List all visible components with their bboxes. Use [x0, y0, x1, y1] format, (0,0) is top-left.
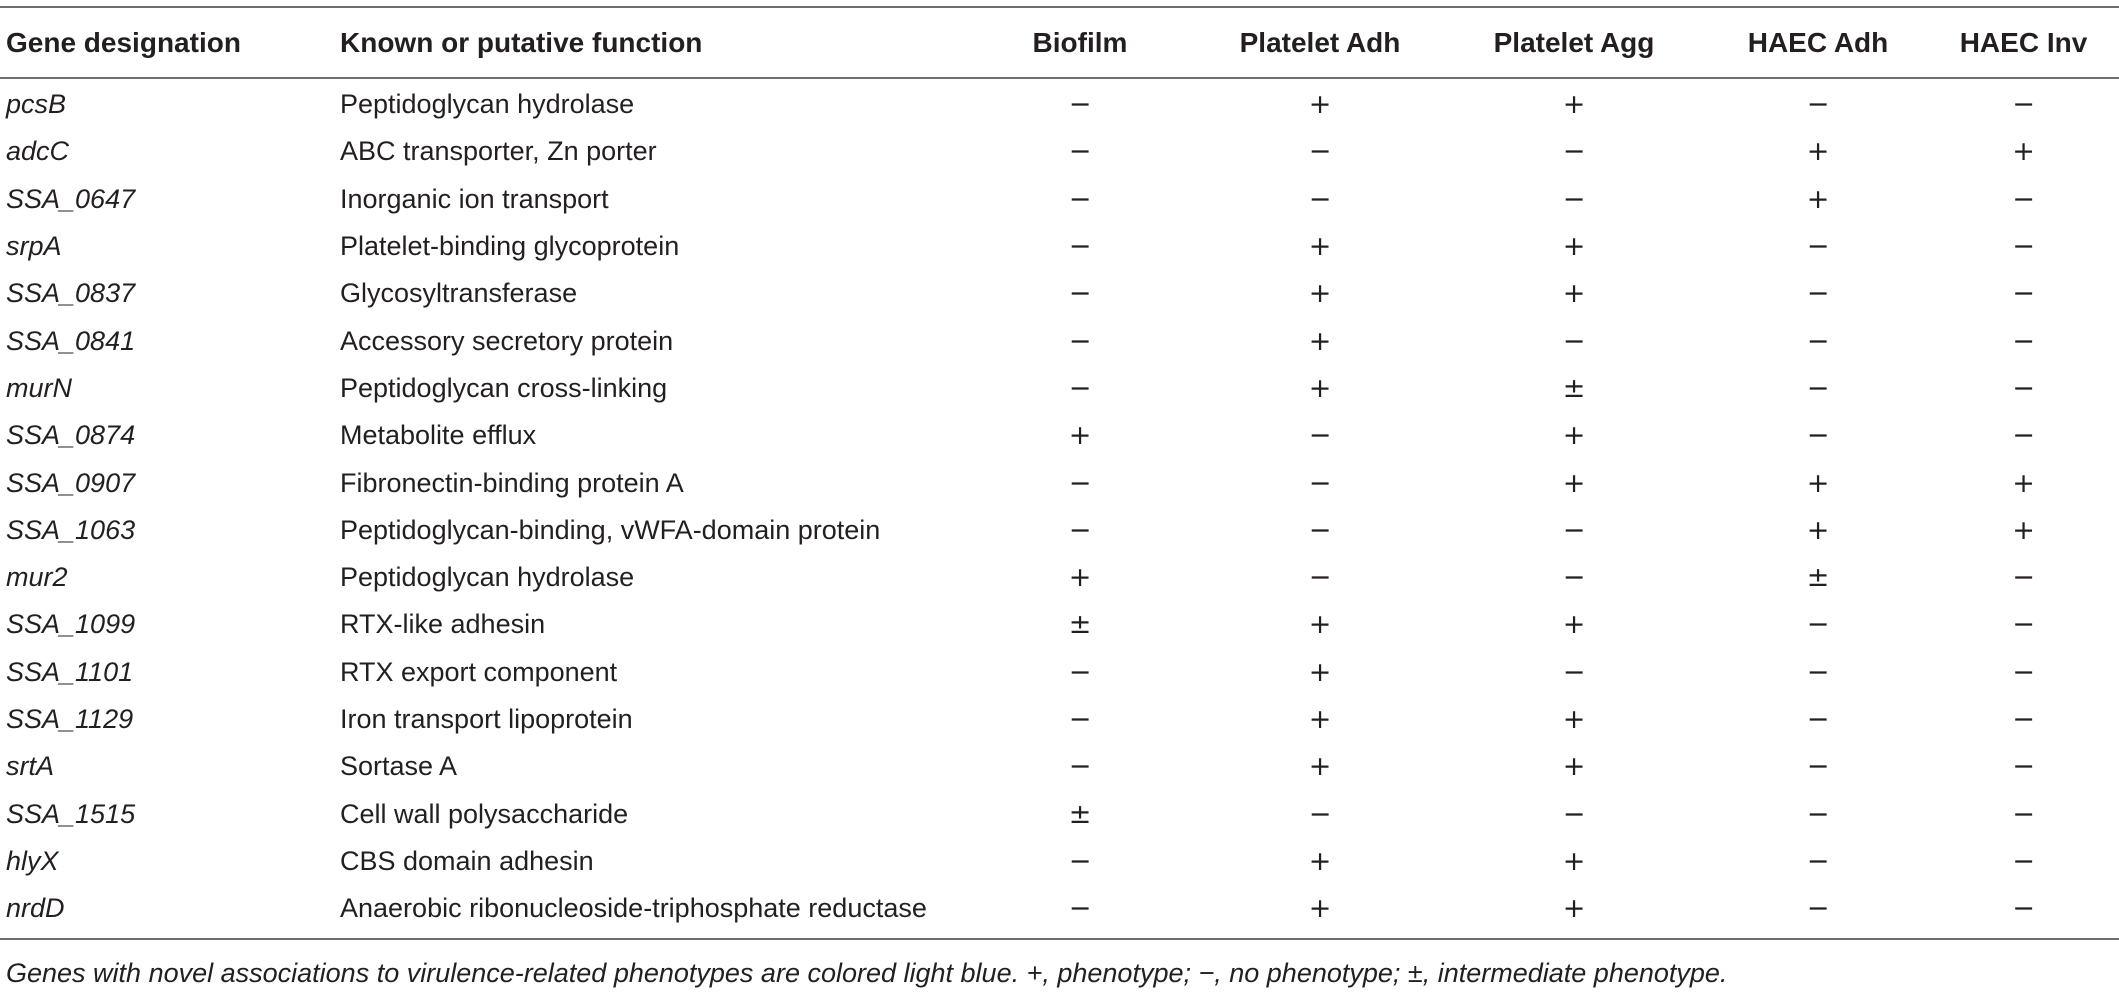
cell-platelet-adh: −	[1308, 514, 1332, 546]
cell-platelet-adh: +	[1308, 845, 1332, 877]
cell-function: Platelet-binding glycoprotein	[340, 231, 680, 262]
cell-platelet-agg: +	[1562, 845, 1586, 877]
cell-platelet-adh: +	[1308, 278, 1332, 310]
cell-biofilm: −	[1068, 372, 1092, 404]
cell-haec-adh: +	[1806, 467, 1830, 499]
table-row	[0, 176, 2119, 223]
cell-platelet-adh: +	[1308, 704, 1332, 735]
cell-platelet-agg: −	[1562, 798, 1586, 830]
cell-biofilm: −	[1068, 467, 1092, 499]
cell-haec-adh: −	[1806, 893, 1830, 925]
cell-gene: murN	[6, 372, 72, 403]
cell-haec-adh: −	[1806, 656, 1830, 688]
cell-gene: SSA_1063	[6, 514, 136, 545]
cell-haec-adh: −	[1806, 89, 1830, 121]
header-biofilm: Biofilm	[1032, 26, 1128, 58]
cell-haec-adh: −	[1806, 704, 1830, 735]
cell-platelet-adh: −	[1308, 467, 1332, 499]
header-haec-adh: HAEC Adh	[1747, 26, 1889, 58]
cell-biofilm: −	[1068, 656, 1092, 688]
table-row	[0, 885, 2119, 939]
table-row	[0, 223, 2119, 270]
table-row	[0, 649, 2119, 696]
cell-function: Glycosyltransferase	[340, 278, 578, 309]
cell-biofilm: ±	[1068, 609, 1092, 641]
table-row	[0, 317, 2119, 364]
cell-haec-inv: −	[2012, 278, 2035, 310]
cell-gene: srpA	[6, 231, 62, 262]
cell-haec-adh: ±	[1806, 562, 1830, 594]
cell-function: CBS domain adhesin	[340, 845, 594, 876]
cell-platelet-adh: −	[1308, 136, 1332, 168]
cell-platelet-adh: +	[1308, 325, 1332, 357]
cell-gene: nrdD	[6, 893, 65, 924]
cell-platelet-adh: −	[1308, 562, 1332, 594]
table-footnote: Genes with novel associations to virulence-related phenotypes are colored light blue. +, phenotype; −, no phenotype; ±, intermediate phenotype.	[6, 958, 1728, 988]
cell-function: Fibronectin-binding protein A	[340, 467, 684, 498]
cell-gene: SSA_1101	[6, 656, 134, 687]
cell-function: RTX-like adhesin	[340, 609, 546, 640]
cell-biofilm: −	[1068, 183, 1092, 215]
cell-gene: SSA_0874	[6, 420, 136, 451]
cell-haec-inv: −	[2012, 609, 2035, 641]
cell-biofilm: −	[1068, 845, 1092, 877]
cell-haec-adh: +	[1806, 183, 1830, 215]
cell-haec-inv: −	[2012, 893, 2035, 925]
cell-function: Iron transport lipoprotein	[340, 704, 633, 734]
cell-gene: SSA_1515	[6, 798, 136, 829]
cell-haec-inv: −	[2012, 325, 2035, 357]
table-row	[0, 365, 2119, 412]
cell-haec-adh: −	[1806, 231, 1830, 263]
table-row	[0, 696, 2119, 743]
cell-haec-inv: −	[2012, 751, 2035, 783]
cell-haec-adh: −	[1806, 325, 1830, 357]
header-platelet-agg: Platelet Agg	[1493, 26, 1655, 58]
cell-function: Sortase A	[340, 751, 458, 782]
cell-platelet-adh: +	[1308, 89, 1332, 121]
cell-platelet-agg: +	[1562, 609, 1586, 641]
cell-biofilm: −	[1068, 89, 1092, 121]
cell-haec-inv: +	[2012, 136, 2035, 168]
cell-platelet-adh: +	[1308, 893, 1332, 925]
cell-biofilm: −	[1068, 278, 1092, 310]
cell-platelet-agg: −	[1562, 562, 1586, 594]
table-row	[0, 790, 2119, 837]
cell-haec-inv: −	[2012, 656, 2035, 688]
cell-haec-inv: −	[2012, 372, 2035, 404]
cell-platelet-agg: +	[1562, 704, 1586, 735]
cell-platelet-adh: +	[1308, 656, 1332, 688]
table-row	[0, 459, 2119, 506]
table-row	[0, 270, 2119, 317]
cell-gene: hlyX	[6, 845, 59, 876]
cell-platelet-agg: −	[1562, 656, 1586, 688]
cell-biofilm: −	[1068, 704, 1092, 735]
cell-haec-inv: −	[2012, 183, 2035, 215]
cell-platelet-adh: +	[1308, 609, 1332, 641]
cell-biofilm: −	[1068, 893, 1092, 925]
cell-gene: SSA_0647	[6, 183, 136, 214]
cell-function: Anaerobic ribonucleoside-triphosphate reductase	[340, 893, 927, 924]
cell-platelet-agg: −	[1562, 325, 1586, 357]
cell-haec-adh: −	[1806, 420, 1830, 452]
cell-haec-adh: −	[1806, 609, 1830, 641]
cell-biofilm: −	[1068, 514, 1092, 546]
cell-platelet-agg: +	[1562, 231, 1586, 263]
table-row	[0, 838, 2119, 885]
cell-gene: mur2	[6, 562, 68, 593]
cell-haec-inv: −	[2012, 420, 2035, 452]
cell-haec-inv: −	[2012, 562, 2035, 594]
cell-gene: SSA_0907	[6, 467, 136, 498]
cell-haec-adh: −	[1806, 278, 1830, 310]
cell-function: Metabolite efflux	[340, 420, 537, 451]
table-row	[0, 554, 2119, 601]
cell-platelet-adh: −	[1308, 798, 1332, 830]
cell-platelet-agg: +	[1562, 278, 1586, 310]
cell-haec-adh: −	[1806, 845, 1830, 877]
table-header	[0, 7, 2119, 78]
cell-platelet-agg: +	[1562, 89, 1586, 121]
cell-haec-adh: +	[1806, 514, 1830, 546]
cell-gene: SSA_1129	[6, 704, 134, 734]
cell-platelet-adh: +	[1308, 751, 1332, 783]
cell-haec-adh: −	[1806, 798, 1830, 830]
cell-haec-adh: +	[1806, 136, 1830, 168]
cell-biofilm: −	[1068, 231, 1092, 263]
table-row	[0, 507, 2119, 554]
cell-haec-inv: −	[2012, 704, 2035, 735]
cell-function: Peptidoglycan hydrolase	[340, 562, 635, 593]
cell-haec-adh: −	[1806, 751, 1830, 783]
cell-function: Peptidoglycan-binding, vWFA-domain protein	[340, 514, 881, 545]
gene-phenotype-table	[0, 6, 2119, 940]
header-row	[0, 7, 2119, 78]
cell-haec-inv: −	[2012, 845, 2035, 877]
cell-gene: srtA	[6, 751, 55, 782]
cell-function: Inorganic ion transport	[340, 183, 609, 214]
cell-platelet-adh: −	[1308, 183, 1332, 215]
cell-platelet-adh: +	[1308, 372, 1332, 404]
cell-platelet-agg: ±	[1562, 372, 1586, 404]
cell-gene: SSA_0841	[6, 325, 136, 356]
cell-platelet-agg: −	[1562, 183, 1586, 215]
cell-function: Accessory secretory protein	[340, 325, 674, 356]
cell-biofilm: −	[1068, 136, 1092, 168]
cell-platelet-agg: +	[1562, 467, 1586, 499]
cell-function: RTX export component	[340, 656, 618, 687]
cell-gene: SSA_0837	[6, 278, 136, 309]
header-function: Known or putative function	[340, 26, 703, 58]
cell-haec-inv: −	[2012, 89, 2035, 121]
cell-haec-inv: +	[2012, 467, 2035, 499]
cell-platelet-agg: +	[1562, 420, 1586, 452]
table-row	[0, 601, 2119, 648]
cell-haec-inv: +	[2012, 514, 2035, 546]
table-row	[0, 743, 2119, 790]
cell-function: Cell wall polysaccharide	[340, 798, 629, 829]
cell-platelet-adh: +	[1308, 231, 1332, 263]
cell-biofilm: ±	[1068, 798, 1092, 830]
cell-biofilm: −	[1068, 325, 1092, 357]
cell-biofilm: −	[1068, 751, 1092, 783]
header-haec-inv: HAEC Inv	[1959, 26, 2088, 58]
cell-gene: pcsB	[6, 89, 67, 120]
cell-function: ABC transporter, Zn porter	[340, 136, 657, 167]
cell-function: Peptidoglycan cross-linking	[340, 372, 668, 403]
cell-gene: SSA_1099	[6, 609, 136, 640]
cell-haec-adh: −	[1806, 372, 1830, 404]
cell-haec-inv: −	[2012, 798, 2035, 830]
cell-platelet-agg: +	[1562, 893, 1586, 925]
cell-haec-inv: −	[2012, 231, 2035, 263]
table-row	[0, 128, 2119, 175]
cell-biofilm: +	[1068, 562, 1092, 594]
cell-biofilm: +	[1068, 420, 1092, 452]
header-platelet-adh: Platelet Adh	[1239, 26, 1401, 58]
cell-platelet-agg: −	[1562, 514, 1586, 546]
cell-platelet-adh: −	[1308, 420, 1332, 452]
header-gene-designation: Gene designation	[6, 26, 241, 58]
cell-gene: adcC	[6, 136, 70, 167]
cell-platelet-agg: +	[1562, 751, 1586, 783]
cell-platelet-agg: −	[1562, 136, 1586, 168]
table-body	[0, 78, 2119, 939]
table-row	[0, 412, 2119, 459]
cell-function: Peptidoglycan hydrolase	[340, 89, 635, 120]
table-row	[0, 78, 2119, 128]
